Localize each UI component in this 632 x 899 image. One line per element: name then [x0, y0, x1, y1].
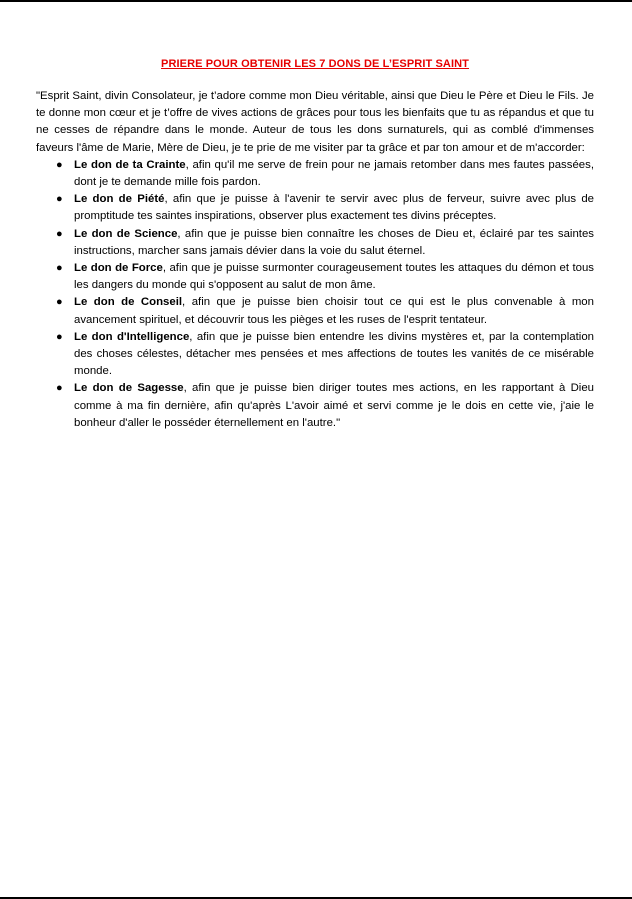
gift-item-piete — [36, 191, 594, 225]
gift-item-intelligence — [36, 329, 594, 381]
gift-text: , afin que je puisse à l'avenir te servir avec plus de ferveur, suivre avec plus de promptitude tes saintes inspirations, observer plus exactement tes divins préceptes. — [74, 193, 594, 223]
document-title: PRIERE POUR OBTENIR LES 7 DONS DE L’ESPRIT SAINT — [161, 58, 469, 70]
gift-text: , afin qu'il me serve de frein pour ne jamais retomber dans mes fautes passées, dont je te demande mille fois pardon. — [74, 158, 594, 189]
gift-text: , afin que je puisse bien diriger toutes mes actions, en les rapportant à Dieu comme à ma fin dernière, afin qu'après L'avoir aimé et servi comme je le dois en cette vie, j'aie le bonheur d'aller le posséder éternellement en l'autre." — [74, 382, 595, 429]
intro-paragraph: "Esprit Saint, divin Consolateur, je t’adore comme mon Dieu véritable, ainsi que Dieu le Père et Dieu le Fils. Je te donne mon cœur et je t’offre de vives actions de grâces pour tous les bienfaits que tu as répandus et que tu ne cesses de répandre dans le monde. Auteur de tous les dons surnaturels, qui as comblé d'immenses faveurs l'âme de Marie, Mère de Dieu, je te prie de me visiter par ta grâce et par ton amour et de m'accorder: — [36, 90, 594, 154]
gift-name: Le don de Sagesse — [74, 382, 184, 395]
top-border — [0, 0, 632, 2]
gift-text: , afin que je puisse surmonter courageusement toutes les attaques du démon et tous les dangers du monde qui s'opposent au salut de mon âme. — [74, 262, 594, 292]
gift-item-conseil — [36, 294, 594, 328]
bullet-icon: ● — [56, 193, 63, 206]
bullet-icon: ● — [56, 262, 63, 275]
bullet-icon: ● — [56, 382, 63, 395]
gift-name: Le don d'Intelligence — [74, 330, 190, 343]
gift-item-sagesse — [36, 380, 594, 432]
gift-name: Le don de Piété — [74, 193, 165, 206]
bullet-icon: ● — [56, 158, 63, 171]
gift-text: , afin que je puisse bien choisir tout ce qui est le plus convenable à mon avancement spirituel, et découvrir tous les pièges et les ruses de l'esprit tentateur. — [74, 296, 594, 326]
bullet-icon: ● — [56, 330, 63, 343]
gift-item-force — [36, 260, 594, 294]
gift-name: Le don de Force — [74, 262, 163, 275]
bullet-icon: ● — [56, 227, 63, 240]
gift-text: , afin que je puisse bien connaître les choses de Dieu et, éclairé par tes saintes instructions, marcher sans jamais dévier dans la voie du salut éternel. — [74, 227, 594, 257]
gift-text: , afin que je puisse bien entendre les divins mystères et, par la contemplation des choses célestes, détacher mes pensées et mes affections de toutes les vanités de ce misérable monde. — [74, 330, 594, 378]
gift-name: Le don de ta Crainte — [74, 158, 186, 171]
gift-item-science — [36, 226, 594, 260]
gift-item-crainte — [36, 157, 594, 191]
bullet-icon: ● — [56, 296, 63, 309]
document-page — [36, 58, 594, 432]
gifts-list — [36, 157, 594, 432]
gift-name: Le don de Science — [74, 227, 178, 240]
gift-name: Le don de Conseil — [74, 296, 183, 309]
